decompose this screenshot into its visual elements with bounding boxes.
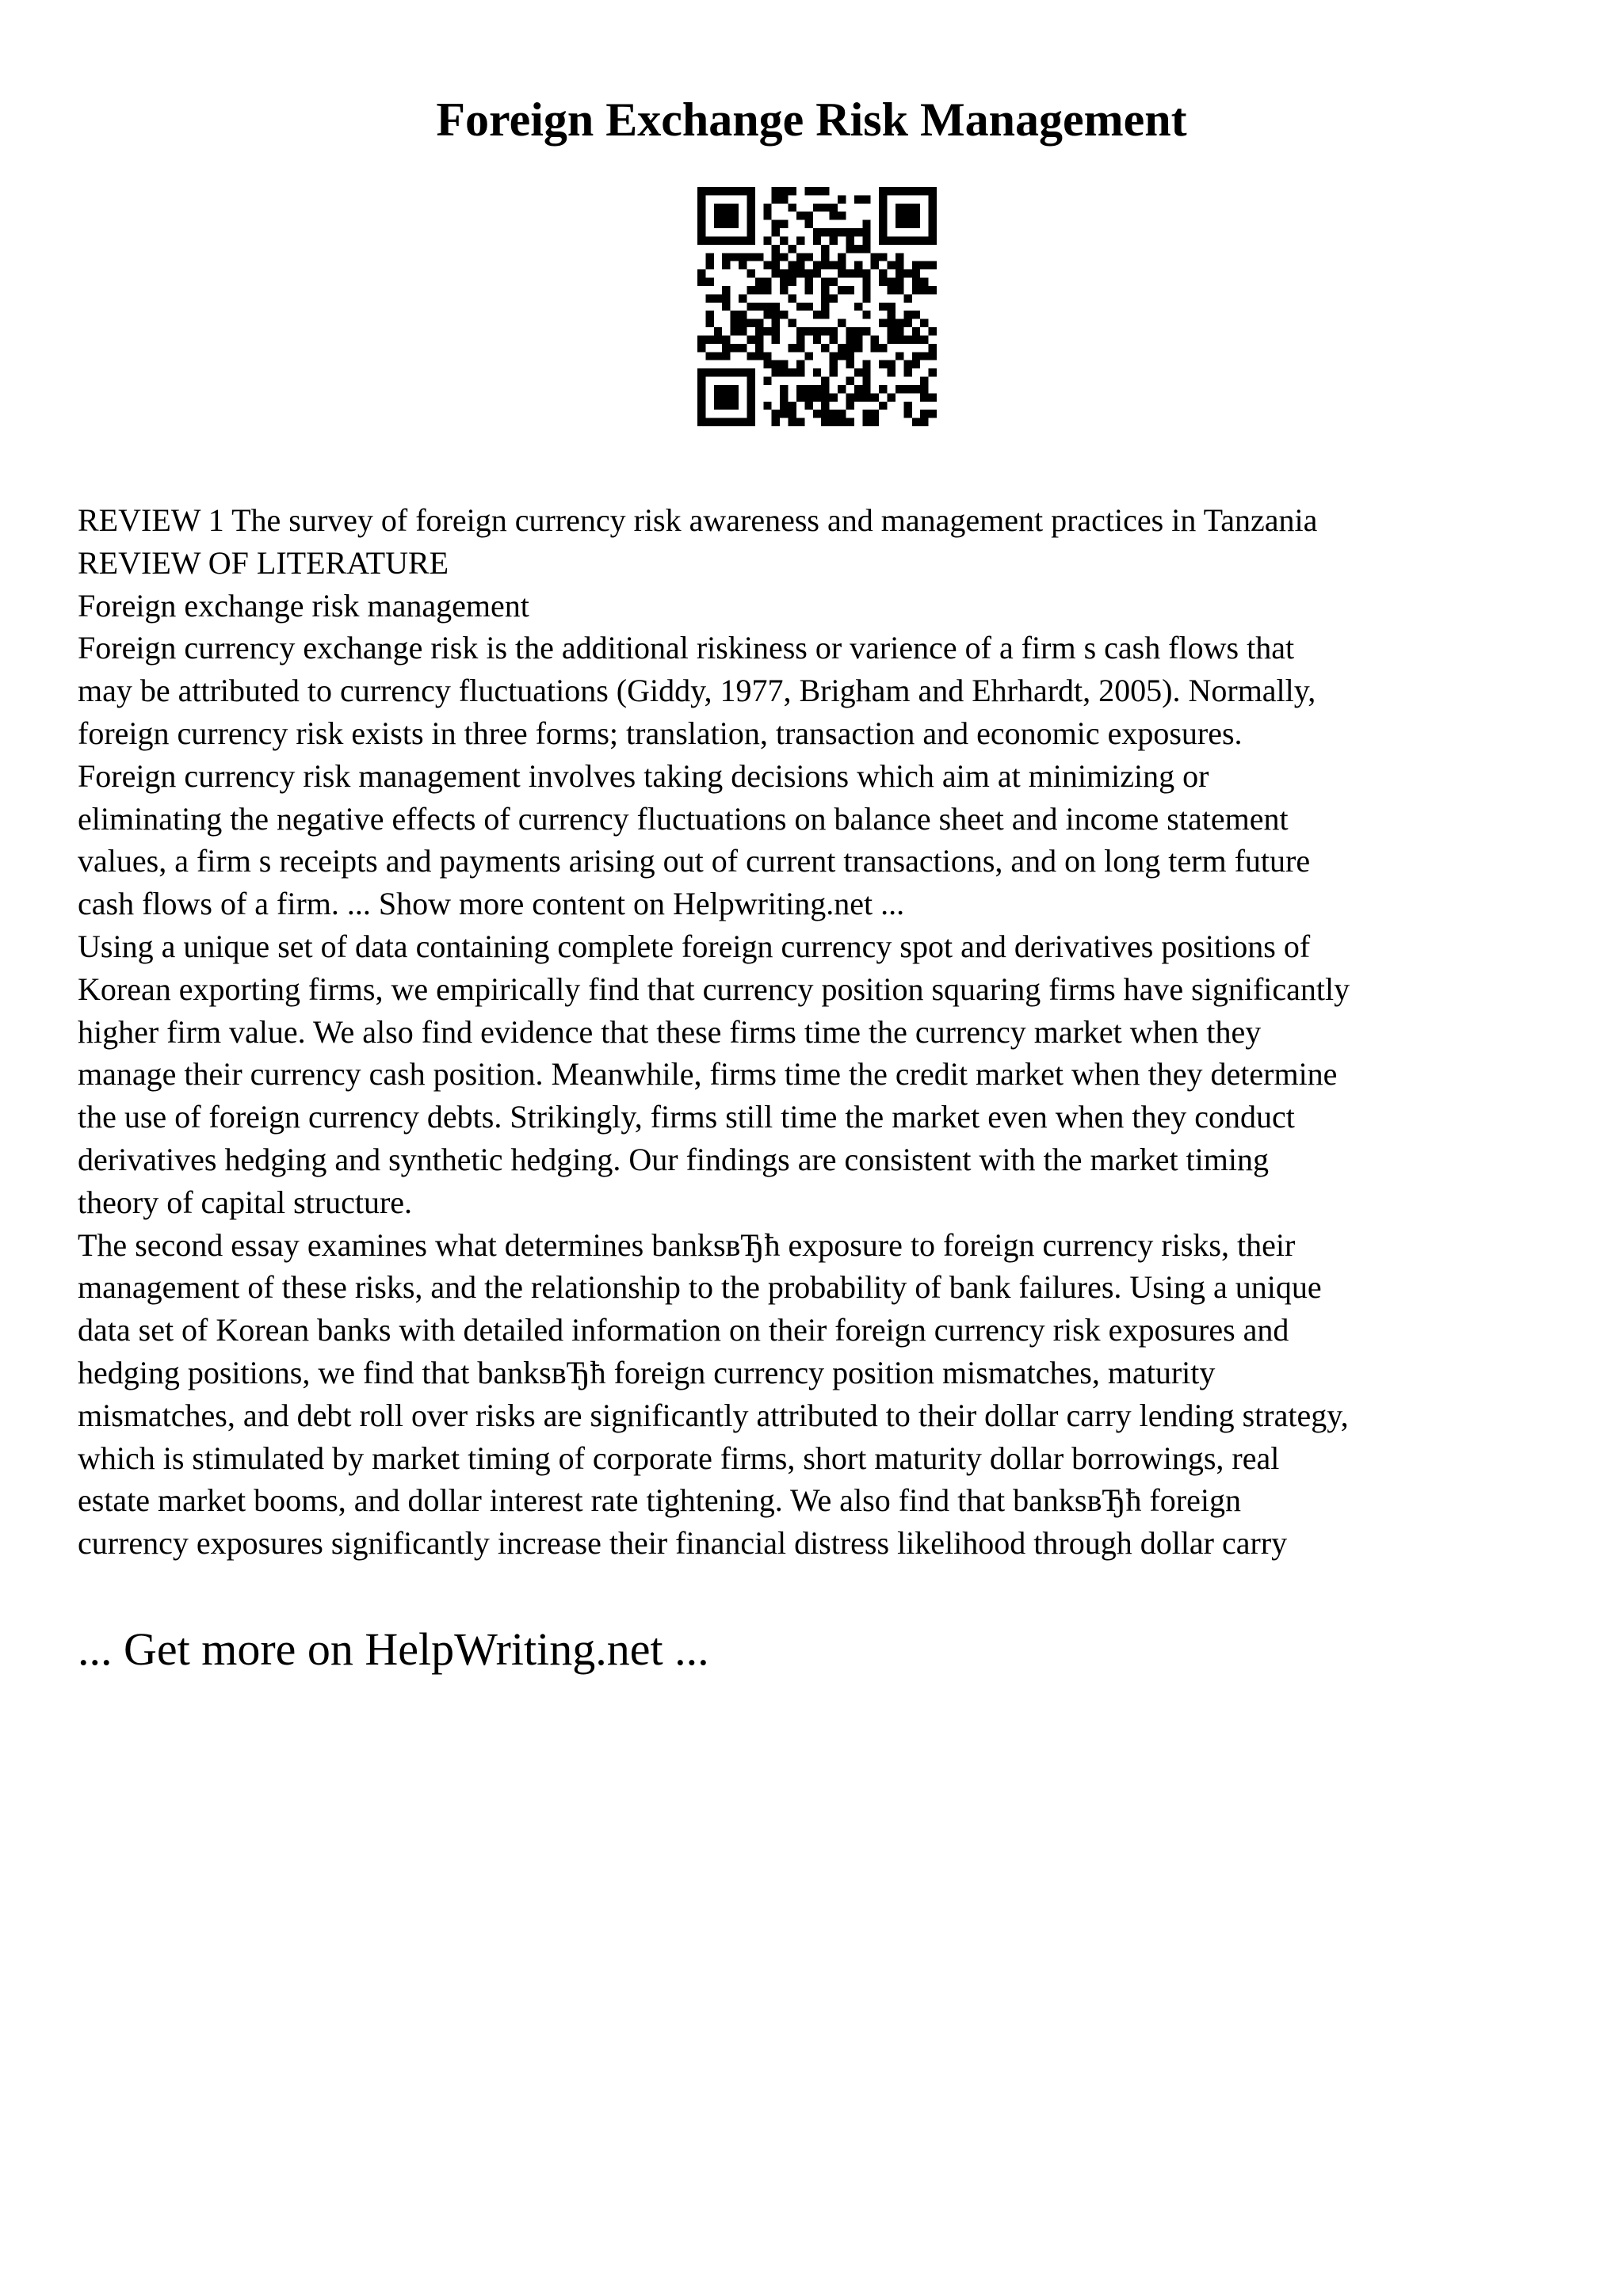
document-body (78, 499, 1568, 1565)
body-line: Foreign exchange risk management (78, 587, 529, 624)
body-line: REVIEW 1 The survey of foreign currency risk awareness and management practices in Tanzania (78, 502, 1318, 538)
body-line: management of these risks, and the relationship to the probability of bank failures. Using a unique (78, 1269, 1322, 1306)
body-line: mismatches, and debt roll over risks are significantly attributed to their dollar carry lending strategy, (78, 1397, 1349, 1433)
document-title: Foreign Exchange Risk Management (436, 93, 1187, 146)
body-line: estate market booms, and dollar interest rate tightening. We also find that banksвЂћ foreign (78, 1482, 1241, 1519)
body-line: currency exposures significantly increase their financial distress likelihood through dollar carry (78, 1525, 1288, 1562)
body-line: values, a firm s receipts and payments arising out of current transactions, and on long term future (78, 843, 1311, 879)
body-line: REVIEW OF LITERATURE (78, 544, 449, 581)
body-line: Using a unique set of data containing complete foreign currency spot and derivatives positions of (78, 928, 1311, 964)
body-line: data set of Korean banks with detailed information on their foreign currency risk exposures and (78, 1312, 1289, 1348)
body-line: foreign currency risk exists in three forms; translation, transaction and economic exposures. (78, 715, 1243, 751)
body-line: cash flows of a firm. ... Show more content on Helpwriting.net ... (78, 886, 905, 922)
body-line: hedging positions, we find that banksвЂћ foreign currency position mismatches, maturity (78, 1354, 1216, 1390)
body-line: eliminating the negative effects of currency fluctuations on balance sheet and income statement (78, 800, 1289, 837)
get-more-link[interactable]: ... Get more on HelpWriting.net ... (78, 1623, 709, 1675)
body-line: The second essay examines what determines banksвЂћ exposure to foreign currency risks, their (78, 1226, 1296, 1263)
body-line: manage their currency cash position. Meanwhile, firms time the credit market when they determine (78, 1056, 1338, 1093)
body-line: Foreign currency exchange risk is the additional riskiness or varience of a firm s cash flows that (78, 630, 1295, 666)
body-line: the use of foreign currency debts. Strikingly, firms still time the market even when they conduct (78, 1099, 1295, 1135)
body-line: Korean exporting firms, we empirically find that currency position squaring firms have significantly (78, 971, 1350, 1007)
qr-code-icon (697, 187, 937, 426)
body-line: theory of capital structure. (78, 1184, 413, 1220)
body-line: Foreign currency risk management involves taking decisions which aim at minimizing or (78, 757, 1209, 794)
body-line: higher firm value. We also find evidence that these firms time the currency market when they (78, 1013, 1262, 1050)
body-line: derivatives hedging and synthetic hedging. Our findings are consistent with the market timing (78, 1141, 1270, 1177)
body-line: which is stimulated by market timing of corporate firms, short maturity dollar borrowings, real (78, 1440, 1280, 1476)
body-line: may be attributed to currency fluctuations (Giddy, 1977, Brigham and Ehrhardt, 2005). Normally, (78, 673, 1316, 709)
